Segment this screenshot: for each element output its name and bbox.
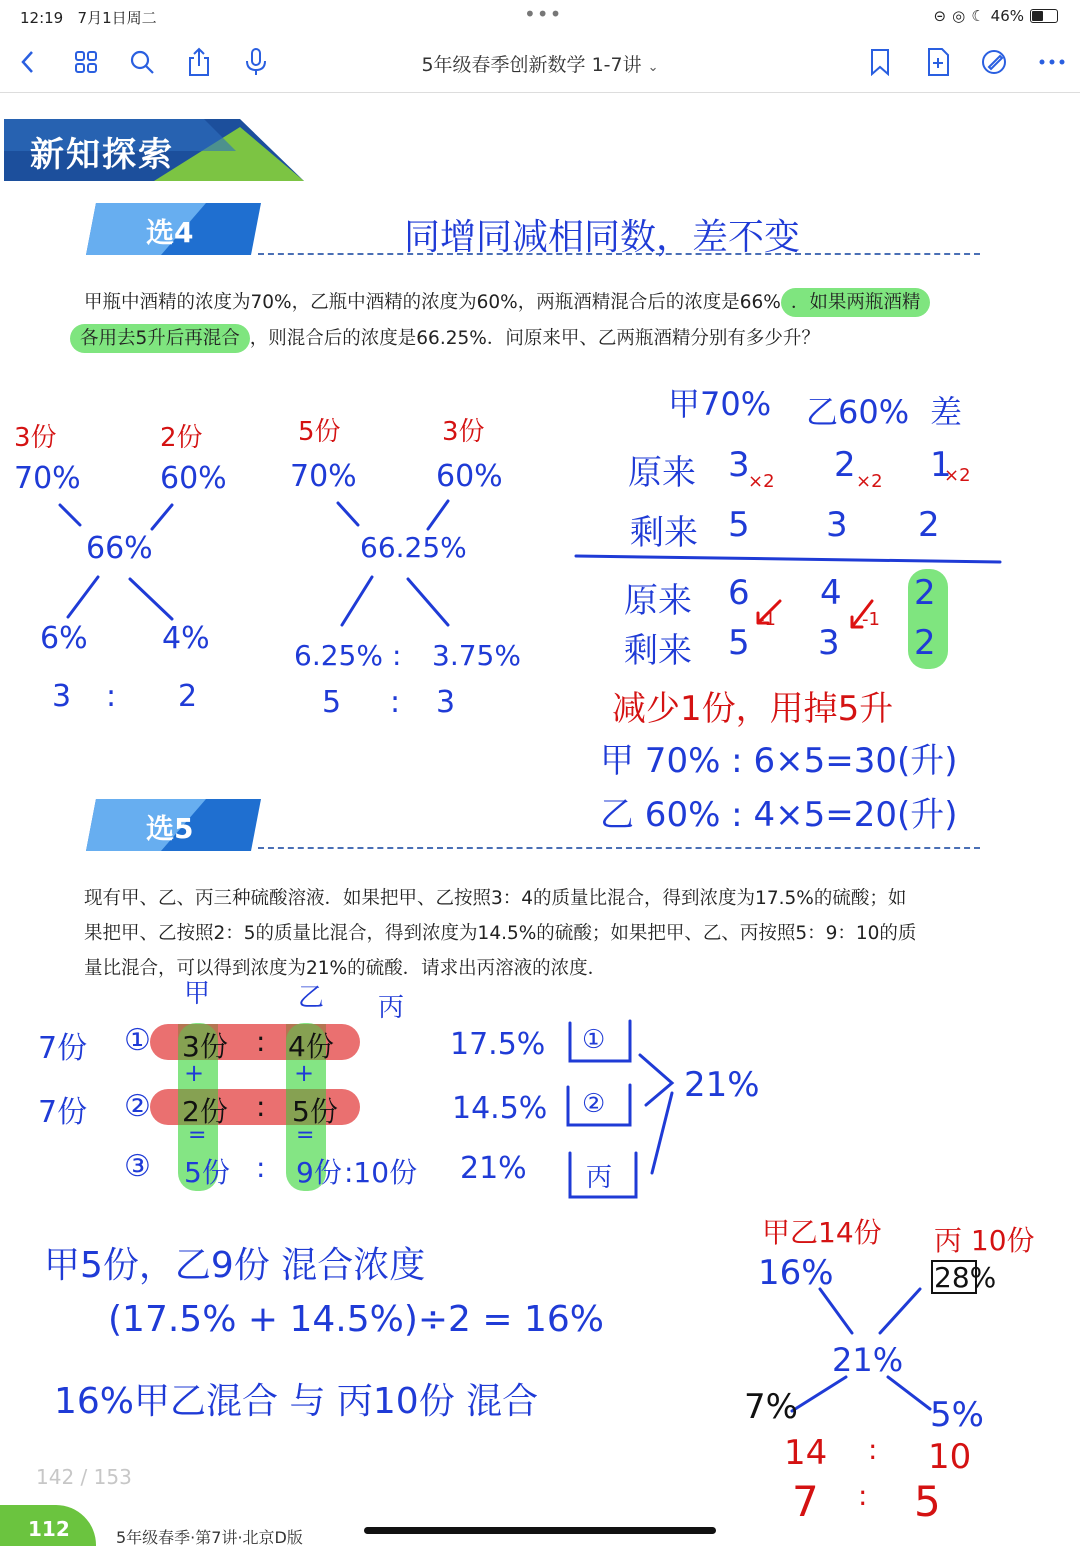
footer-page-number: 112 <box>28 1517 70 1541</box>
hw-value: 60% <box>436 459 503 494</box>
hw-work-line: 甲5份，乙9份 混合浓度 <box>44 1245 426 1286</box>
home-indicator[interactable] <box>364 1527 716 1534</box>
hw-equals: = <box>296 1123 315 1148</box>
hw-cell: 1 <box>930 445 952 485</box>
hw-share: 丙 10份 <box>934 1224 1035 1257</box>
moon-icon: ☾ <box>971 7 985 25</box>
hw-cell: 3份 <box>182 1030 228 1063</box>
hw-diff: 4% <box>162 621 210 656</box>
location-icon: ◎ <box>952 7 966 25</box>
hw-answer-yi: 乙 60% : 4×5=20(升) <box>600 795 958 835</box>
hw-ratio: 5 <box>914 1477 941 1526</box>
hw-cell: 3 <box>826 505 848 545</box>
hw-mix: 21% <box>832 1341 904 1379</box>
hw-sep: : <box>256 1151 266 1184</box>
hw-ratio: 14 <box>784 1433 828 1473</box>
hw-ratio-sep: : <box>106 679 117 714</box>
hw-result: 21% <box>684 1065 760 1105</box>
hw-share: 2份 <box>160 423 203 453</box>
hw-col: 丙 <box>378 993 405 1023</box>
hw-cell: 5 <box>728 623 750 663</box>
hw-cell: 3 <box>818 623 840 663</box>
hw-idx: ② <box>124 1089 151 1124</box>
hw-total: 7份 <box>38 1031 88 1066</box>
hw-value: 28% <box>934 1261 997 1294</box>
more-icon[interactable] <box>1036 46 1068 78</box>
pdf-page[interactable] <box>0 93 1080 1546</box>
battery-percent: 46% <box>990 7 1024 25</box>
hw-diff: 3.75% <box>432 639 521 672</box>
status-right <box>934 7 1058 25</box>
problem1-text-line2: 各用去5升后再混合 ，则混合后的浓度是66.25%．问原来甲、乙两瓶酒精分别有多少升？ <box>70 321 820 356</box>
hw-cell: 2 <box>918 505 940 545</box>
hw-idx: ① <box>124 1023 151 1058</box>
link-icon: ⊝ <box>933 7 947 25</box>
hw-value: 70% <box>14 461 81 496</box>
hw-cell: 9份 <box>296 1156 342 1189</box>
hw-ratio: 5 <box>322 685 342 720</box>
hw-ratio: 7 <box>792 1477 819 1526</box>
hw-diff: 6% <box>40 621 88 656</box>
hw-sep: : <box>256 1025 266 1058</box>
hw-ratio-sep: : <box>858 1479 868 1512</box>
document-title[interactable]: 5年级春季创新数学 1-7讲 ⌄ <box>421 54 659 76</box>
hw-diff: 7% <box>744 1387 798 1427</box>
hw-total: 7份 <box>38 1095 88 1130</box>
problem2-text-line1: 现有甲、乙、丙三种硫酸溶液．如果把甲、乙按照3：4的质量比混合，得到浓度为17.5%的硫酸；如 <box>84 888 907 909</box>
hw-conc: 14.5% <box>452 1091 548 1126</box>
add-page-icon[interactable] <box>922 46 954 78</box>
hw-equals: = <box>188 1123 207 1148</box>
hw-share: 5份 <box>298 417 341 447</box>
hw-share: 3份 <box>442 417 485 447</box>
hw-conclusion: 减少1份，用掉5升 <box>612 689 894 729</box>
hw-conc: 17.5% <box>450 1027 546 1062</box>
toolbar <box>0 32 1080 93</box>
hw-cell: 3 <box>728 445 750 485</box>
hw-ratio: 3 <box>52 679 72 714</box>
hw-mult: ×2 <box>944 465 971 486</box>
hw-value: 70% <box>290 459 357 494</box>
footer-text: 5年级春季·第7讲·北京D版 <box>116 1528 303 1546</box>
problem2-text-line3: 量比混合，可以得到浓度为21%的硫酸．请求出丙溶液的浓度． <box>84 958 607 979</box>
hw-ratio: 10 <box>928 1437 972 1477</box>
hw-cell: 6 <box>728 573 750 613</box>
hw-conc: 21% <box>460 1151 527 1186</box>
hw-cell: 2 <box>914 623 936 663</box>
hw-cell: 2 <box>834 445 856 485</box>
problem1-tag: 选4 <box>146 216 194 249</box>
status-time: 12:19 7月1日周二 <box>20 9 157 27</box>
section-banner-title: 新知探索 <box>30 135 174 175</box>
annotate-icon[interactable] <box>978 46 1010 78</box>
hw-mult: ×2 <box>748 471 775 492</box>
hw-row-label: 原来 <box>624 581 692 621</box>
hw-value: 60% <box>160 461 227 496</box>
hw-cell: 2 <box>914 573 936 613</box>
problem2-text-line2: 果把甲、乙按照2：5的质量比混合，得到浓度为14.5%的硫酸；如果把甲、乙、丙按照5：9：10的质 <box>84 923 917 944</box>
hw-work-line: 16%甲乙混合 与 丙10份 混合 <box>54 1381 539 1422</box>
hw-mult: ×2 <box>856 471 883 492</box>
hw-cell: :10份 <box>344 1156 418 1189</box>
hw-cell: 5 <box>728 505 750 545</box>
bookmark-icon[interactable] <box>864 46 896 78</box>
hw-minus-one: -1 <box>758 609 776 630</box>
hw-box-label: ① <box>582 1025 606 1055</box>
problem2-tag: 选5 <box>146 812 194 845</box>
hw-share: 3份 <box>14 423 57 453</box>
hw-diff: 6.25% <box>294 639 383 672</box>
hw-row-label: 原来 <box>628 453 696 493</box>
hw-plus: + <box>184 1059 205 1087</box>
hw-minus-one: -1 <box>862 609 880 630</box>
hw-idx: ③ <box>124 1149 151 1184</box>
hw-row-label: 剩来 <box>630 513 698 553</box>
hw-cell: 2份 <box>182 1095 228 1128</box>
hw-share: 甲乙14份 <box>762 1216 882 1249</box>
problem1-text-line1: 甲瓶中酒精的浓度为70%，乙瓶中酒精的浓度为60%，两瓶酒精混合后的浓度是66% ．如果两瓶酒精 <box>84 285 930 320</box>
hw-ratio-sep: : <box>868 1433 878 1466</box>
hw-header: 甲70% <box>668 385 772 423</box>
status-bar <box>0 0 1080 32</box>
hw-cell: 4份 <box>288 1030 334 1063</box>
page-indicator: 142 / 153 <box>36 1465 132 1489</box>
hw-cell: 5份 <box>292 1095 338 1128</box>
hw-ratio: 3 <box>436 685 456 720</box>
hw-cell: 5份 <box>184 1156 230 1189</box>
hw-value: 16% <box>758 1253 834 1293</box>
hw-box-label: 丙 <box>586 1163 613 1193</box>
hw-col: 乙 <box>298 983 325 1013</box>
hw-header: 差 <box>930 393 963 431</box>
hw-answer-jia: 甲 70% : 6×5=30(升) <box>600 741 958 781</box>
highlight: ．如果两瓶酒精 <box>781 288 931 317</box>
battery-icon <box>1030 9 1058 23</box>
hw-ratio-sep: : <box>390 685 401 720</box>
hw-ratio-sep: : <box>392 639 402 672</box>
chevron-down-icon: ⌄ <box>647 60 659 75</box>
hw-mix: 66.25% <box>360 531 467 564</box>
hw-plus: + <box>294 1059 315 1087</box>
hw-row-label: 剩来 <box>624 631 692 671</box>
hw-diff: 5% <box>930 1395 984 1435</box>
handwritten-heading: 同增同减相同数，差不变 <box>404 217 801 258</box>
multitask-dots-icon[interactable]: ••• <box>524 2 563 26</box>
hw-box-label: ② <box>582 1089 606 1119</box>
hw-sep: : <box>256 1090 266 1123</box>
hw-col: 甲 <box>184 979 211 1009</box>
hw-ratio: 2 <box>178 679 198 714</box>
hw-work-line: (17.5% + 14.5%)÷2 = 16% <box>108 1299 605 1340</box>
hw-header: 乙60% <box>806 393 910 431</box>
hw-mix: 66% <box>86 531 153 566</box>
highlight: 各用去5升后再混合 <box>70 324 250 353</box>
hw-cell: 4 <box>820 573 842 613</box>
